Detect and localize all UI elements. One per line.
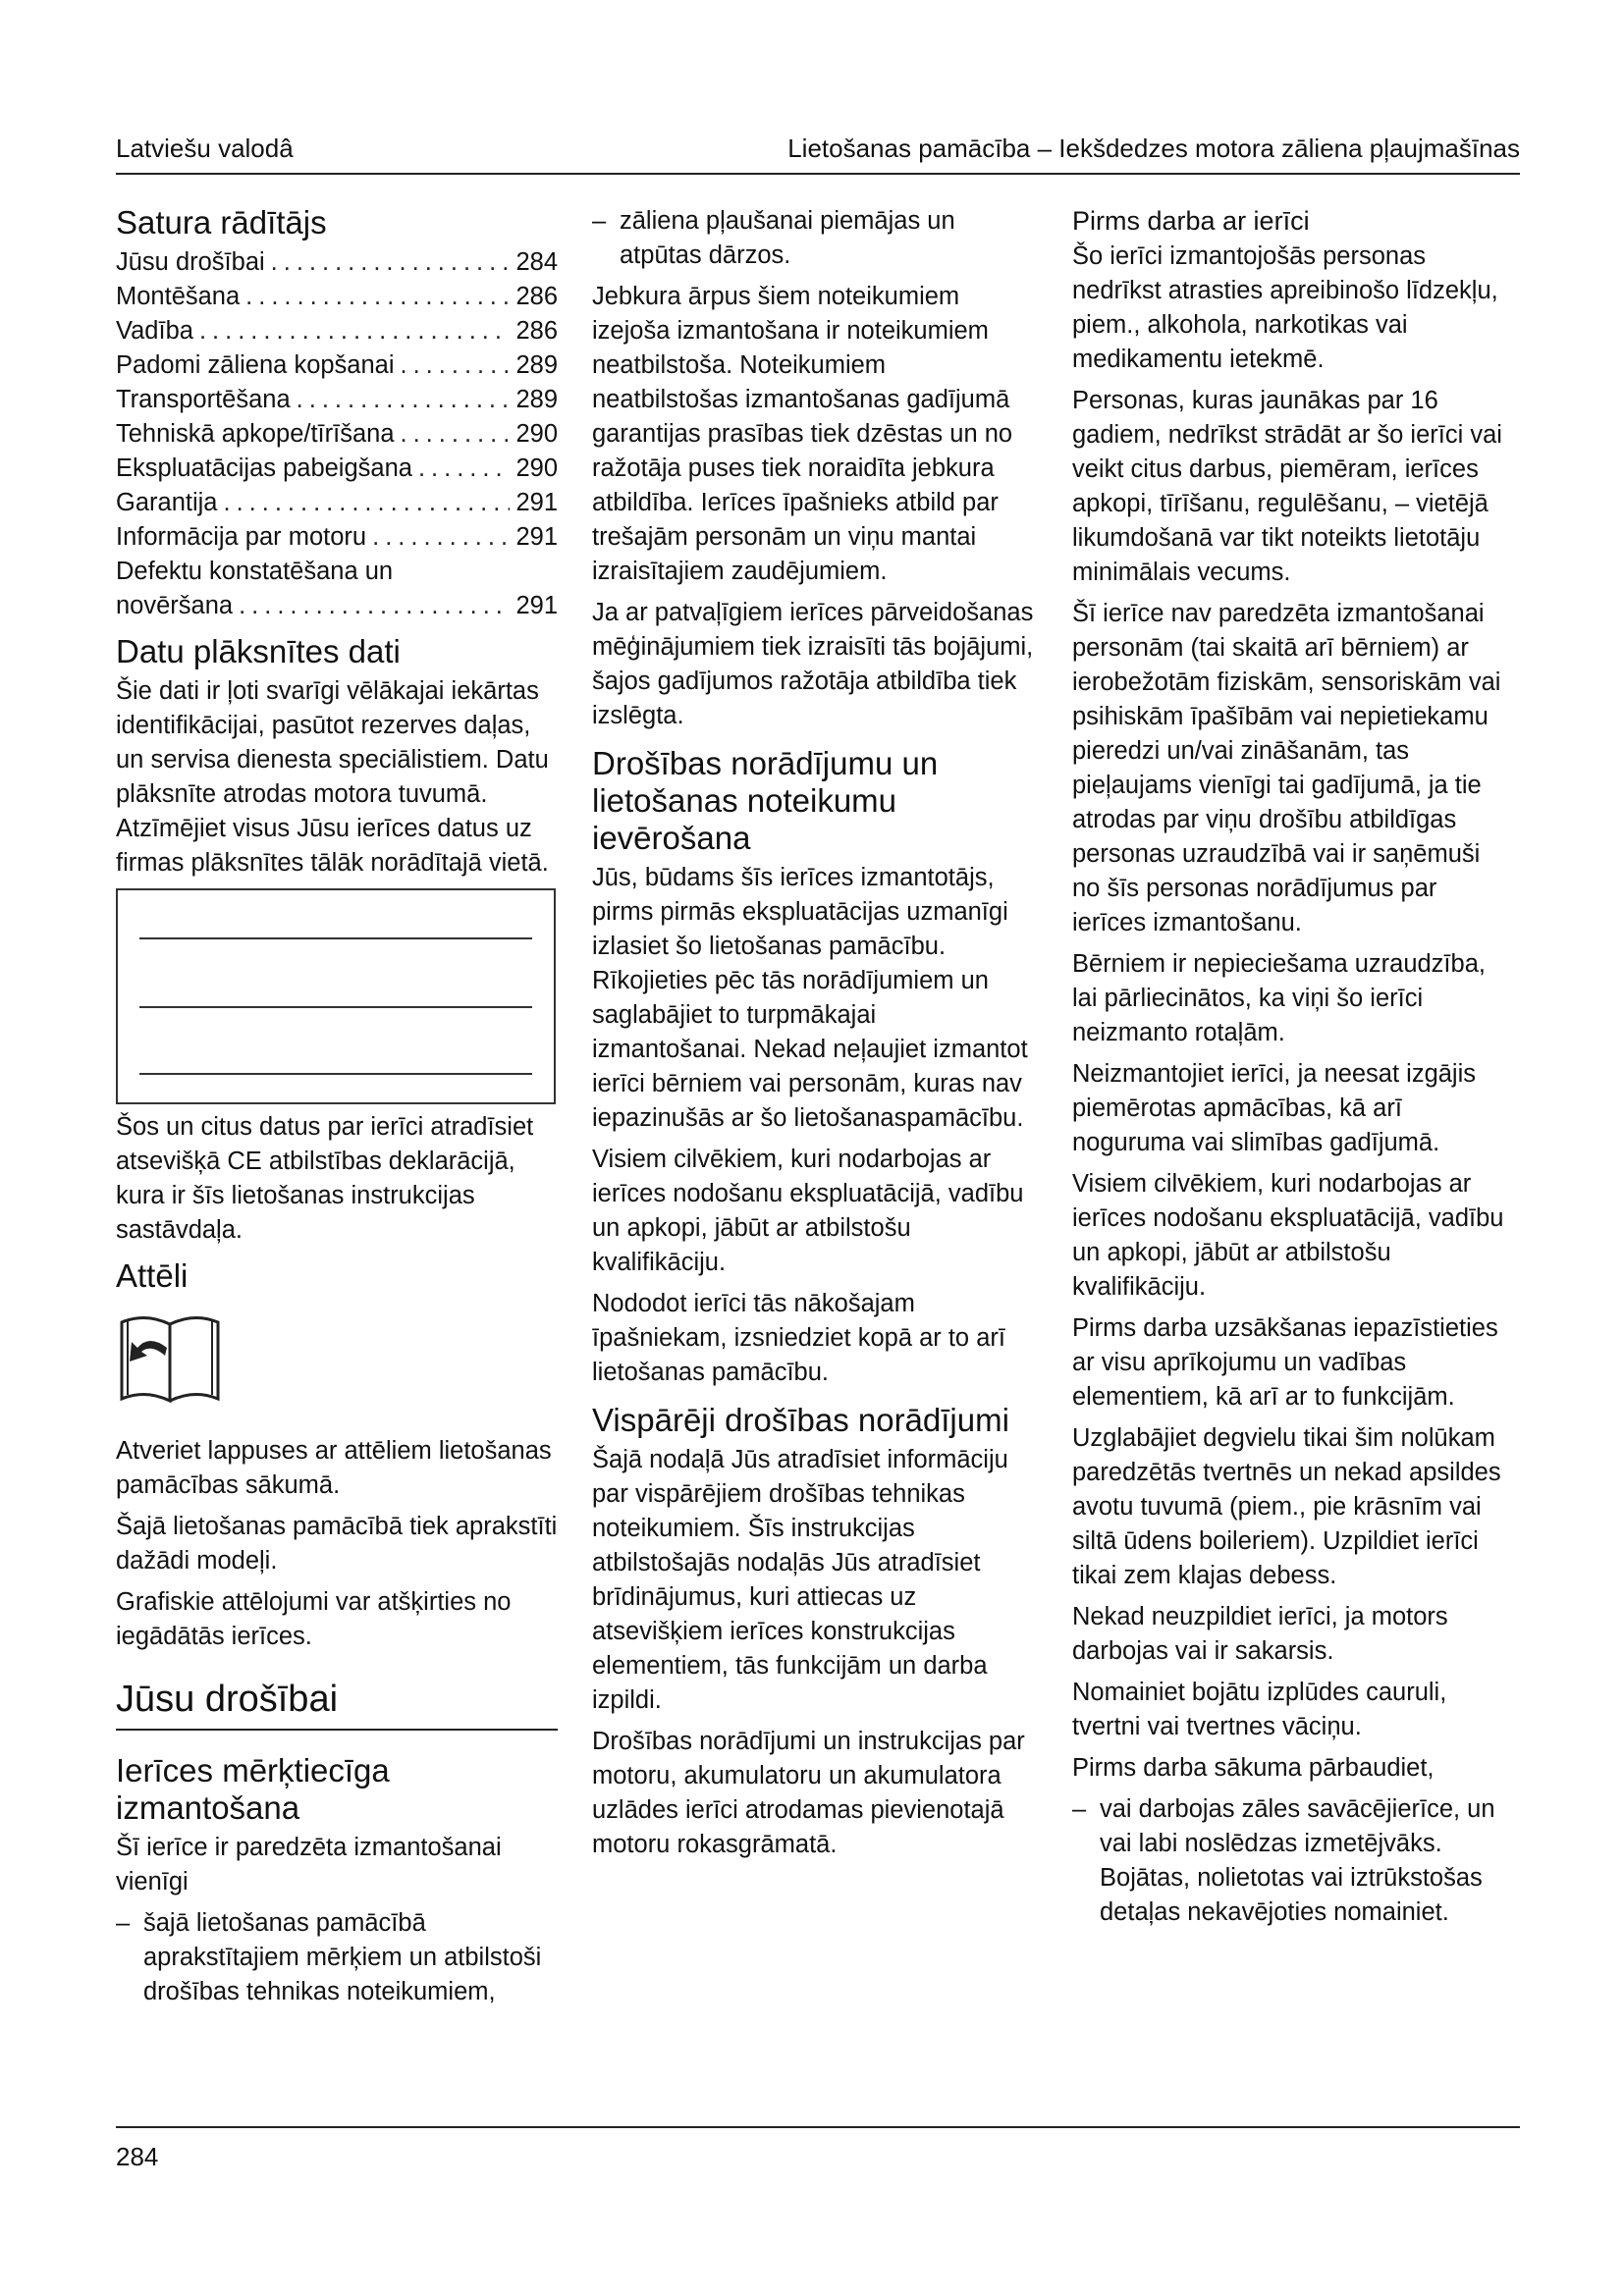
toc-title: Satura rādītājs [116, 204, 327, 240]
images-p1: Atveriet lappuses ar attēliem lietošanas pamācības sākumā. [116, 1437, 552, 1499]
open-book-icon [116, 1308, 224, 1407]
toc-entry-label: Tehniskā apkope/tīrīšana [116, 420, 395, 448]
col2-p7: Drošības norādījumi un instrukcijas par motoru, akumulatoru un akumulatora uzlādes ierīci atrodamas pievienotajā motoru rokasgrāmatā. [592, 1728, 1025, 1858]
list-item: – zāliena pļaušanai piemājas un atpūtas dārzos. [592, 204, 1034, 273]
plate-text: Šie dati ir ļoti svarīgi vēlākajai iekārtas identifikācijai, pasūtot rezerves daļas, un servisa dienesta speciālistiem. Datu plāksnīte atrodas motora tuvumā. Atzīmējiet visus Jūsu ierīces datus uz firmas plāksnītes tālāk norādītajā vietā. [116, 677, 549, 877]
plate-line [139, 1073, 532, 1075]
before-work-title: Pirms darba ar ierīci [1072, 206, 1310, 236]
column-1 [116, 204, 558, 2009]
col3-bullet-1: vai darbojas zāles savācējierīce, un vai labi noslēdzas izmetējvāks. Bojātas, nolietotas vai iztrūkstošas detaļas nekavējoties nomainiet. [1100, 1795, 1495, 1926]
toc-entry-page: 289 [515, 351, 558, 379]
toc-entry[interactable] [116, 383, 558, 417]
toc-entry-page: 286 [515, 317, 558, 345]
toc-entry-page: 284 [515, 248, 558, 276]
toc-entry[interactable] [116, 314, 558, 348]
toc-leader-dots [372, 520, 510, 555]
page-footer [116, 2126, 1520, 2172]
general-safety-title: Vispārēji drošības norādījumi [592, 1402, 1009, 1438]
list-item: – šajā lietošanas pamācībā aprakstītajiem mērķiem un atbilstoši drošības tehnikas noteikumiem, [116, 1906, 558, 2009]
toc-entry[interactable] [116, 452, 558, 486]
toc-entry-page: 291 [515, 489, 558, 516]
toc-entry[interactable] [116, 245, 558, 280]
toc-entry-page: 290 [515, 420, 558, 448]
toc-leader-dots [199, 314, 511, 348]
col2-p4: Visiem cilvēkiem, kuri nodarbojas ar ierīces nodošanu ekspluatācijā, vadību un apkopi, jābūt ar atbilstošu kvalifikāciju. [592, 1146, 1024, 1276]
table-of-contents [116, 245, 558, 623]
toc-entry-page: 286 [515, 283, 558, 310]
col2-p5: Nododot ierīci tās nākošajam īpašniekam, izsniedziet kopā ar to arī lietošanas pamācību. [592, 1290, 1005, 1386]
toc-leader-dots [239, 589, 510, 623]
toc-entry[interactable] [116, 280, 558, 314]
col2-p6: Šajā nodaļā Jūs atradīsiet informāciju par vispārējiem drošības tehnikas noteikumiem. Šīs instrukcijas atbilstošajās nodaļās Jūs atradīsiet brīdinājumus, kuri attiecas uz atsevišķiem ierīces konstrukcijas elementiem, tās funkcijām un darba izpildi. [592, 1446, 1008, 1714]
toc-entry-label: novēršana [116, 592, 234, 619]
page-header [116, 133, 1520, 175]
toc-entry-label: Transportēšana [116, 386, 291, 413]
toc-entry[interactable]: Defektu konstatēšana un [116, 558, 394, 585]
col3-p3: Šī ierīce nav paredzēta izmantošanai personām (tai skaitā arī bērniem) ar ierobežotām fiziskām, sensoriskām vai psihiskām īpašībām vai nepietiekamu pieredzi un/vai zināšanām, tas pieļaujams vienīgi tai gadījumā, ja tie atrodas par viņu drošību atbildīgas personas uzraudzībā vai ir saņēmuši no šīs personas norādījumus par ierīces izmantošanu. [1072, 600, 1501, 936]
toc-entry[interactable] [116, 417, 558, 452]
col3-p6: Visiem cilvēkiem, kuri nodarbojas ar ierīces nodošanu ekspluatācijā, vadību un apkopi, jābūt ar atbilstošu kvalifikāciju. [1072, 1170, 1504, 1301]
images-title: Attēli [116, 1257, 189, 1294]
col3-p2: Personas, kuras jaunākas par 16 gadiem, nedrīkst strādāt ar šo ierīci vai veikt citus darbus, piemēram, ierīces apkopi, tīrīšanu, regulēšanu, – vietējā likumdošanā var tikt noteikts lietotāju minimālais vecums. [1072, 387, 1502, 586]
toc-entry-label: Garantija [116, 489, 218, 516]
col3-p10: Nomainiet bojātu izplūdes cauruli, tvertni vai tvertnes vāciņu. [1072, 1679, 1447, 1740]
col2-p2: Ja ar patvaļīgiem ierīces pārveidošanas mēģinājumiem tiek izraisīti tās bojājumi, šajos gadījumos ražotāja atbildība tiek izslēgta. [592, 599, 1034, 729]
data-plate-box [116, 888, 556, 1104]
list-item: – vai darbojas zāles savācējierīce, un vai labi noslēdzas izmetējvāks. Bojātas, nolietotas vai iztrūkstošas detaļas nekavējoties nomainiet. [1072, 1792, 1514, 1930]
toc-entry[interactable] [116, 486, 558, 520]
toc-leader-dots [401, 348, 511, 383]
toc-leader-dots [245, 280, 510, 314]
images-p3: Grafiskie attēlojumi var atšķirties no iegādātās ierīces. [116, 1588, 512, 1650]
col3-p7: Pirms darba uzsākšanas iepazīstieties ar visu aprīkojumu un vadības elementiem, kā arī ar to funkcijām. [1072, 1314, 1498, 1411]
toc-entry[interactable] [116, 589, 558, 623]
toc-entry-page: 291 [515, 592, 558, 619]
plate-after-text: Šos un citus datus par ierīci atradīsiet atsevišķā CE atbilstības deklarācijā, kura ir šīs lietošanas instrukcijas sastāvdaļa. [116, 1113, 534, 1244]
use-bullet-2: zāliena pļaušanai piemājas un atpūtas dārzos. [620, 207, 955, 269]
plate-line [139, 937, 532, 939]
col2-p1: Jebkura ārpus šiem noteikumiem izejoša izmantošana ir noteikumiem neatbilstoša. Noteikumiem neatbilstošas izmantošanas gadījumā garantijas prasības tiek dzēstas un no ražotāja puses tiek noraidīta jebkura atbildība. Ierīces īpašnieks atbild par trešajām personām un viņu mantai izraisītajiem zaudējumiem. [592, 283, 1013, 585]
col3-p5: Neizmantojiet ierīci, ja neesat izgājis piemērotas apmācības, kā arī noguruma vai slimības gadījumā. [1072, 1060, 1477, 1156]
col3-p8: Uzglabājiet degvielu tikai šim nolūkam paredzētās tvertnēs un nekad apsildes avotu tuvumā (piem., pie krāsnīm vai siltā ūdens boileriem). Uzpildiet ierīci tikai zem klajas debess. [1072, 1424, 1501, 1589]
header-title: Lietošanas pamācība – Iekšdedzes motora zāliena pļaujmašīnas [787, 133, 1520, 163]
toc-entry-label: Vadība [116, 317, 193, 345]
toc-entry-page: 291 [515, 523, 558, 551]
header-language: Latviešu valodâ [116, 133, 294, 163]
column-3 [1072, 204, 1514, 1930]
toc-entry-label: Padomi zāliena kopšanai [116, 351, 395, 379]
toc-leader-dots [401, 417, 511, 452]
images-p2: Šajā lietošanas pamācībā tiek aprakstīti dažādi modeļi. [116, 1513, 558, 1575]
toc-leader-dots [271, 245, 511, 280]
toc-entry-label: Informācija par motoru [116, 523, 367, 551]
use-bullet-1: šajā lietošanas pamācībā aprakstītajiem mērķiem un atbilstoši drošības tehnikas noteikumiem, [143, 1909, 542, 2005]
toc-leader-dots [418, 452, 510, 486]
toc-entry[interactable] [116, 520, 558, 555]
observance-title: Drošības norādījumu un lietošanas noteikumu ievērošana [592, 745, 939, 856]
plate-title: Datu plāksnītes dati [116, 633, 401, 669]
col3-p11: Pirms darba sākuma pārbaudiet, [1072, 1754, 1435, 1782]
column-2 [592, 204, 1034, 1869]
col3-p4: Bērniem ir nepieciešama uzraudzība, lai pārliecinātos, ka viņi šo ierīci neizmanto rotaļām. [1072, 950, 1486, 1046]
col2-p3: Jūs, būdams šīs ierīces izmantotājs, pirms pirmās ekspluatācijas uzmanīgi izlasiet šo lietošanas pamācību. Rīkojieties pēc tās norādījumiem un saglabājiet to turpmākajai izmantošanai. Nekad neļaujiet izmantot ierīci bērniem vai personām, kuras nav iepazinušās ar šo lietošanaspamācību. [592, 864, 1028, 1132]
toc-leader-dots [297, 383, 511, 417]
safety-section-title: Jūsu drošībai [116, 1678, 558, 1731]
col3-p1: Šo ierīci izmantojošās personas nedrīkst atrasties apreibinošo līdzekļu, piem., alkohola, narkotikas vai medikamentu ietekmē. [1072, 242, 1498, 373]
page-number: 284 [116, 2142, 159, 2171]
use-title: Ierīces mērķtiecīga izmantošana [116, 1752, 390, 1826]
toc-entry[interactable] [116, 348, 558, 383]
col3-p9: Nekad neuzpildiet ierīci, ja motors darbojas vai ir sakarsis. [1072, 1603, 1448, 1665]
plate-line [139, 1006, 532, 1008]
toc-entry-label: Jūsu drošībai [116, 248, 265, 276]
toc-entry-page: 290 [515, 454, 558, 482]
toc-entry-label: Ekspluatācijas pabeigšana [116, 454, 412, 482]
toc-leader-dots [223, 486, 510, 520]
toc-entry-page: 289 [515, 386, 558, 413]
toc-entry-label: Montēšana [116, 283, 241, 310]
use-p1: Šī ierīce ir paredzēta izmantošanai vienīgi [116, 1834, 502, 1896]
